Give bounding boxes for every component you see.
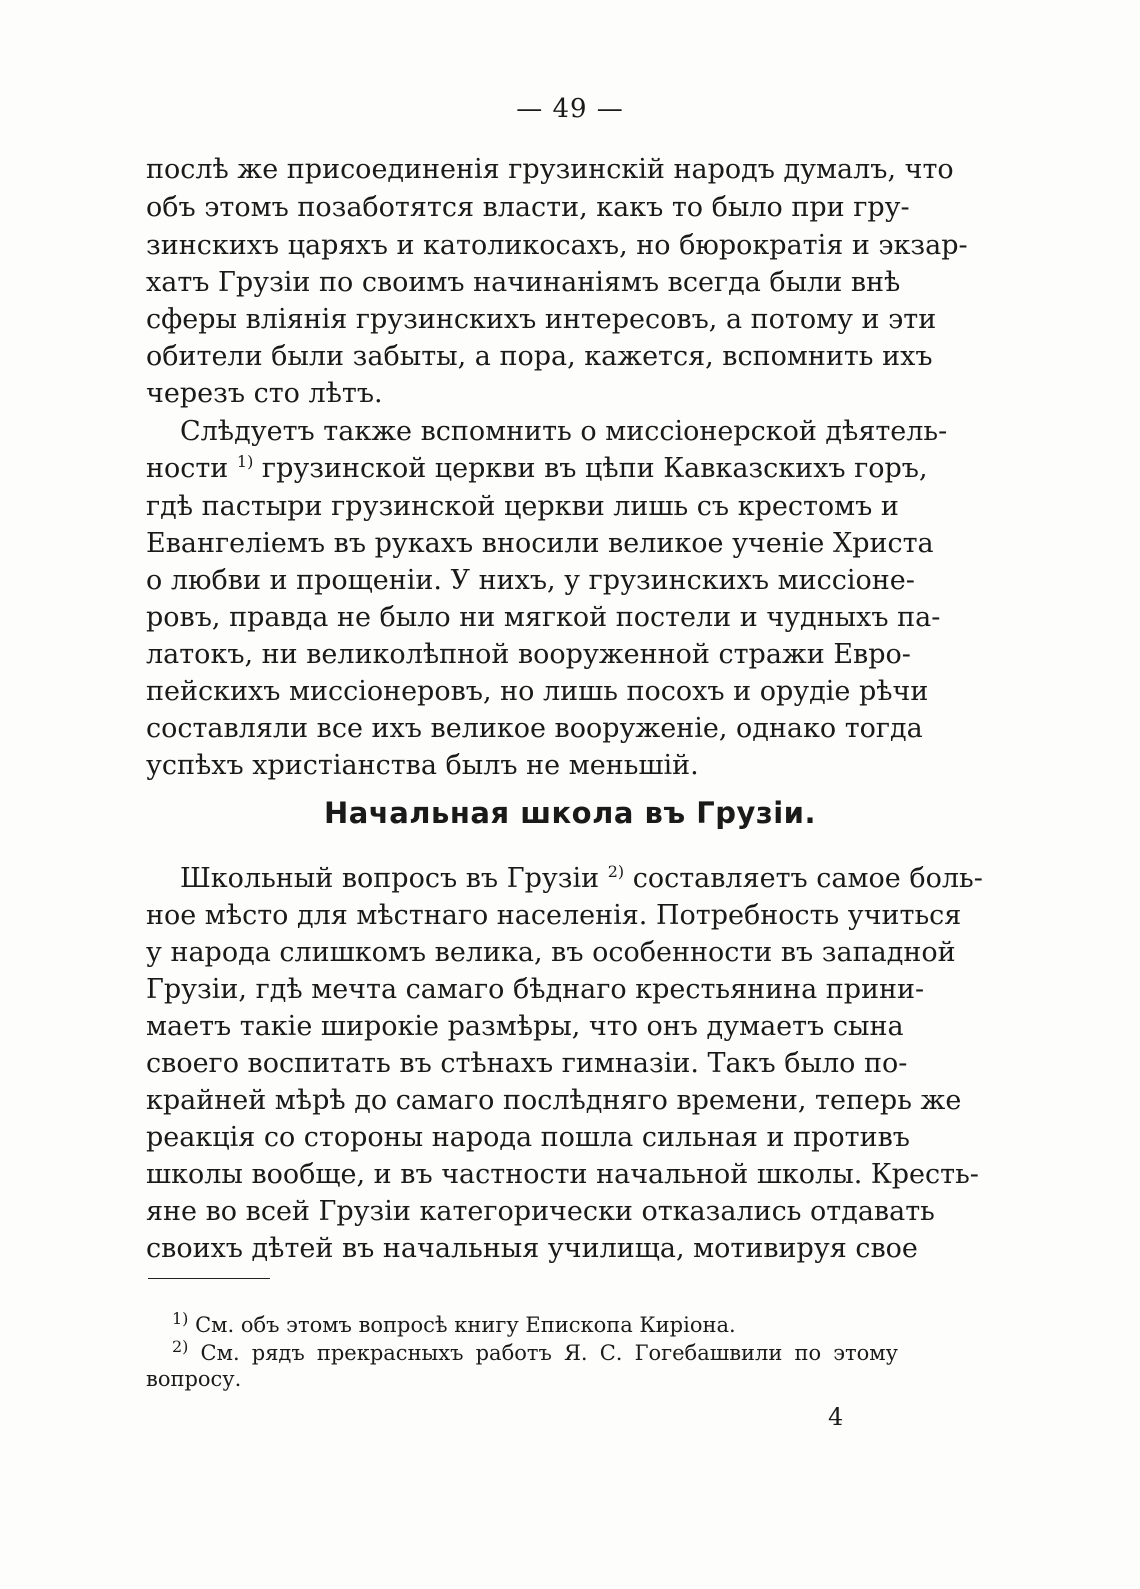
footnote-text: См. объ этомъ вопросѣ книгу Епископа Киріона. [195,1313,736,1337]
text-line: своихъ дѣтей въ начальныя училища, мотивируя свое [146,1233,918,1264]
footnote-ref-2: 2) [607,862,625,881]
text-line: пейскихъ миссіонеровъ, но лишь посохъ и орудіе рѣчи [146,676,929,707]
text-line: крайней мѣрѣ до самаго послѣдняго времени, теперь же [146,1085,962,1116]
text-line: своего воспитать въ стѣнахъ гимназіи. Такъ было по- [146,1048,908,1079]
text-line [180,861,983,897]
text-line: реакція со стороны народа пошла сильная и противъ [146,1122,910,1153]
text-line: гдѣ пастыри грузинской церкви лишь съ крестомъ и [146,491,899,522]
text-line: ровъ, правда не было ни мягкой постели и чудныхъ па- [146,602,941,633]
text-line: Слѣдуетъ также вспомнить о миссіонерской дѣятель- [180,416,948,447]
footnote-divider [148,1278,270,1279]
text-line: ное мѣсто для мѣстнаго населенія. Потребность учиться [146,900,962,931]
text-line: хатъ Грузіи по своимъ начинаніямъ всегда были внѣ [146,267,901,298]
footnote-1 [172,1309,772,1338]
text-line: успѣхъ христіанства былъ не меньшій. [146,750,699,781]
footnote-2-continuation: вопросу. [146,1367,242,1391]
text-line: яне во всей Грузіи категорически отказались отдавать [146,1196,935,1227]
text-fragment: составляетъ самое боль- [632,863,983,894]
text-line: объ этомъ позаботятся власти, какъ то было при гру- [146,192,910,223]
text-line: Грузіи, гдѣ мечта самаго бѣднаго крестьянина прини- [146,974,925,1005]
footnote-ref-1: 1) [236,452,254,471]
signature-mark: 4 [828,1403,844,1431]
text-line: обители были забыты, а пора, кажется, вспомнить ихъ [146,341,933,372]
footnote-text: См. рядъ прекрасныхъ работъ Я. С. Гогебашвили по этому [200,1341,898,1365]
text-line [146,451,928,487]
text-line: Евангеліемъ въ рукахъ вносили великое ученіе Христа [146,528,934,559]
text-line: маетъ такіе широкіе размѣры, что онъ думаетъ сына [146,1011,904,1042]
text-line: у народа слишкомъ велика, въ особенности въ западной [146,937,956,968]
text-line: латокъ, ни великолѣпной вооруженной стражи Евро- [146,639,911,670]
text-fragment: Школьный вопросъ въ Грузіи [180,863,600,894]
text-line: составляли все ихъ великое вооруженіе, однако тогда [146,713,923,744]
footnote-2 [172,1337,898,1366]
text-line: черезъ сто лѣтъ. [146,378,383,409]
text-line: послѣ же присоединенія грузинскій народъ думалъ, что [146,154,954,185]
footnote-marker: 1) [172,1309,189,1328]
section-heading: Начальная школа въ Грузіи. [323,796,817,830]
text-fragment: ности [146,453,229,484]
text-line: школы вообще, и въ частности начальной школы. Кресть- [146,1159,979,1190]
page-number: — 49 — [516,94,624,124]
text-line: зинскихъ царяхъ и католикосахъ, но бюрократія и экзар- [146,230,968,261]
text-fragment: грузинской церкви въ цѣпи Кавказскихъ горъ, [261,453,928,484]
text-line: о любви и прощеніи. У нихъ, у грузинскихъ миссіоне- [146,565,915,596]
footnote-marker: 2) [172,1337,189,1356]
text-line: сферы вліянія грузинскихъ интересовъ, а потому и эти [146,304,937,335]
